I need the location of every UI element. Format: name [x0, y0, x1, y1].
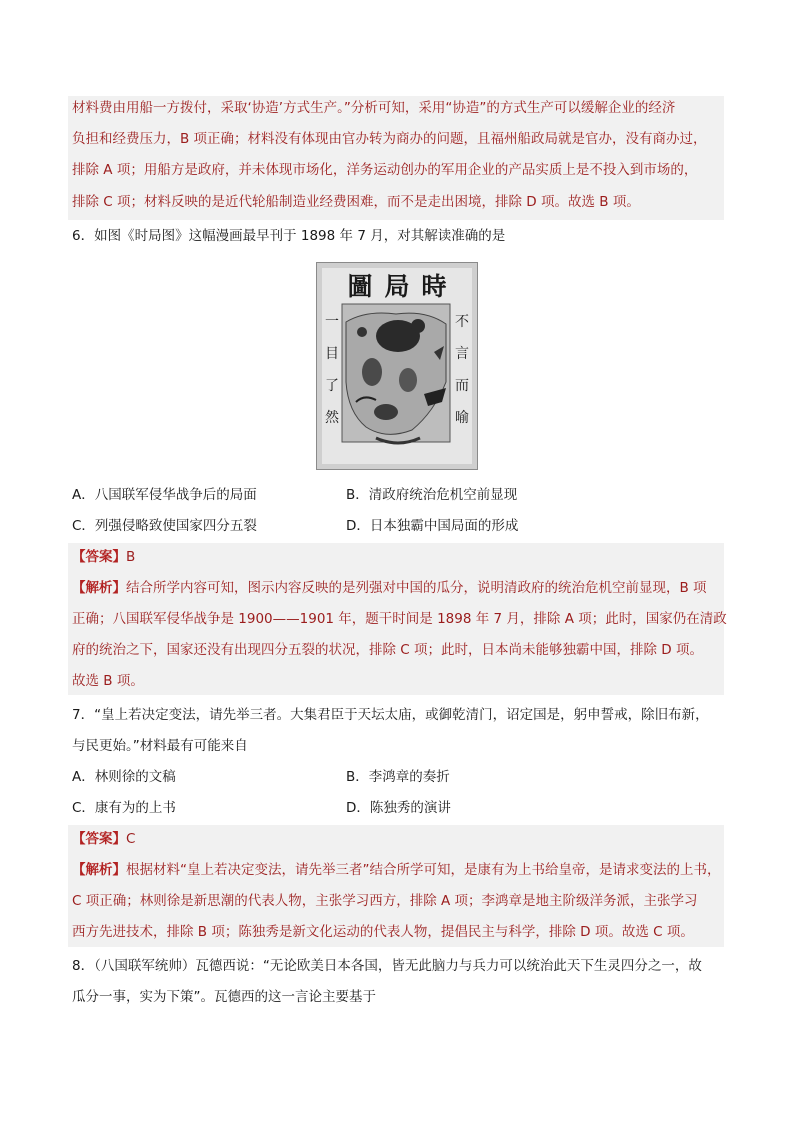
analysis-text: 根据材料“皇上若决定变法，请先举三者”结合所学可知，是康有为上书给皇帝，是请求变法的上书， — [126, 862, 721, 878]
q6-analysis-line — [72, 578, 707, 598]
q7-option-b: B．李鸿章的奏折 — [346, 769, 450, 785]
q5-analysis-line: 材料费由用船一方拨付，采取‘协造’方式生产。”分析可知，采用“协造”的方式生产可以缓解企业的经济 — [72, 100, 676, 116]
q7-analysis-line: C 项正确；林则徐是新思潮的代表人物，主张学习西方，排除 A 项；李鸿章是地主阶级洋务派，主张学习 — [72, 893, 698, 909]
cartoon-title-char: 局 — [384, 272, 410, 301]
q6-option-d: D．日本独霸中国局面的形成 — [346, 518, 519, 534]
q7-stem-line: 与民更始。”材料最有可能来自 — [72, 738, 248, 754]
q6-analysis-line: 府的统治之下，国家还没有出现四分五裂的状况，排除 C 项；此时，日本尚未能够独霸中国，排除 D 项。 — [72, 642, 703, 658]
q5-analysis-line: 排除 A 项；用船方是政府，并未体现市场化，洋务运动创办的军用企业的产品实质上是不投入到市场的， — [72, 162, 698, 178]
cartoon-right-char: 言 — [455, 346, 469, 362]
analysis-tag: 【解析】 — [72, 580, 126, 596]
q7-analysis-line: 西方先进技术，排除 B 项；陈独秀是新文化运动的代表人物，提倡民主与科学，排除 D 项。故选 C 项。 — [72, 924, 694, 940]
cartoon-left-char: 了 — [325, 378, 339, 394]
cartoon-left-char: 目 — [325, 346, 339, 362]
q6-option-c: C．列强侵略致使国家四分五裂 — [72, 518, 257, 534]
q7-analysis-line — [72, 860, 721, 880]
cartoon-right-char: 而 — [455, 378, 469, 394]
q6-analysis-line: 故选 B 项。 — [72, 673, 144, 689]
q6-answer — [72, 547, 135, 567]
cartoon-right-char: 喻 — [455, 410, 469, 426]
cartoon-left-char: 然 — [325, 410, 339, 426]
answer-value: C — [126, 831, 136, 847]
cartoon-right-char: 不 — [455, 314, 469, 330]
analysis-tag: 【解析】 — [72, 862, 126, 878]
q5-analysis-line: 排除 C 项；材料反映的是近代轮船制造业经费困难，而不是走出困境，排除 D 项。故选 B 项。 — [72, 194, 640, 210]
answer-tag: 【答案】 — [72, 549, 126, 565]
cartoon-left-char: 一 — [325, 314, 339, 330]
answer-tag: 【答案】 — [72, 831, 126, 847]
q5-analysis-line: 负担和经费压力，B 项正确；材料没有体现由官办转为商办的问题，且福州船政局就是官办，没有商办过， — [72, 131, 707, 147]
q7-option-a: A．林则徐的文稿 — [72, 769, 176, 785]
q6-stem: 6．如图《时局图》这幅漫画最早刊于 1898 年 7 月，对其解读准确的是 — [72, 228, 506, 244]
q8-stem-line: 8．（八国联军统帅）瓦德西说：“无论欧美日本各国，皆无此脑力与兵力可以统治此天下生灵四分之一，故 — [72, 958, 702, 974]
cartoon-title-char: 圖 — [347, 272, 373, 301]
q7-stem-line: 7．“皇上若决定变法，请先举三者。大集君臣于天坛太庙，或御乾清门，诏定国是，躬申誓戒，除旧布新， — [72, 707, 709, 723]
q6-option-a: A．八国联军侵华战争后的局面 — [72, 487, 257, 503]
cartoon-title-char: 時 — [421, 272, 447, 301]
analysis-text: 结合所学内容可知，图示内容反映的是列强对中国的瓜分，说明清政府的统治危机空前显现，B 项 — [126, 580, 707, 596]
q7-option-d: D．陈独秀的演讲 — [346, 800, 451, 816]
q7-answer — [72, 829, 135, 849]
q7-option-c: C．康有为的上书 — [72, 800, 176, 816]
q6-analysis-line: 正确；八国联军侵华战争是 1900——1901 年，题干时间是 1898 年 7 月，排除 A 项；此时，国家仍在清政 — [72, 611, 727, 627]
shiju-tu-cartoon — [316, 262, 478, 470]
answer-value: B — [126, 549, 136, 565]
q6-option-b: B．清政府统治危机空前显现 — [346, 487, 518, 503]
q8-stem-line: 瓜分一事，实为下策”。瓦德西的这一言论主要基于 — [72, 989, 376, 1005]
